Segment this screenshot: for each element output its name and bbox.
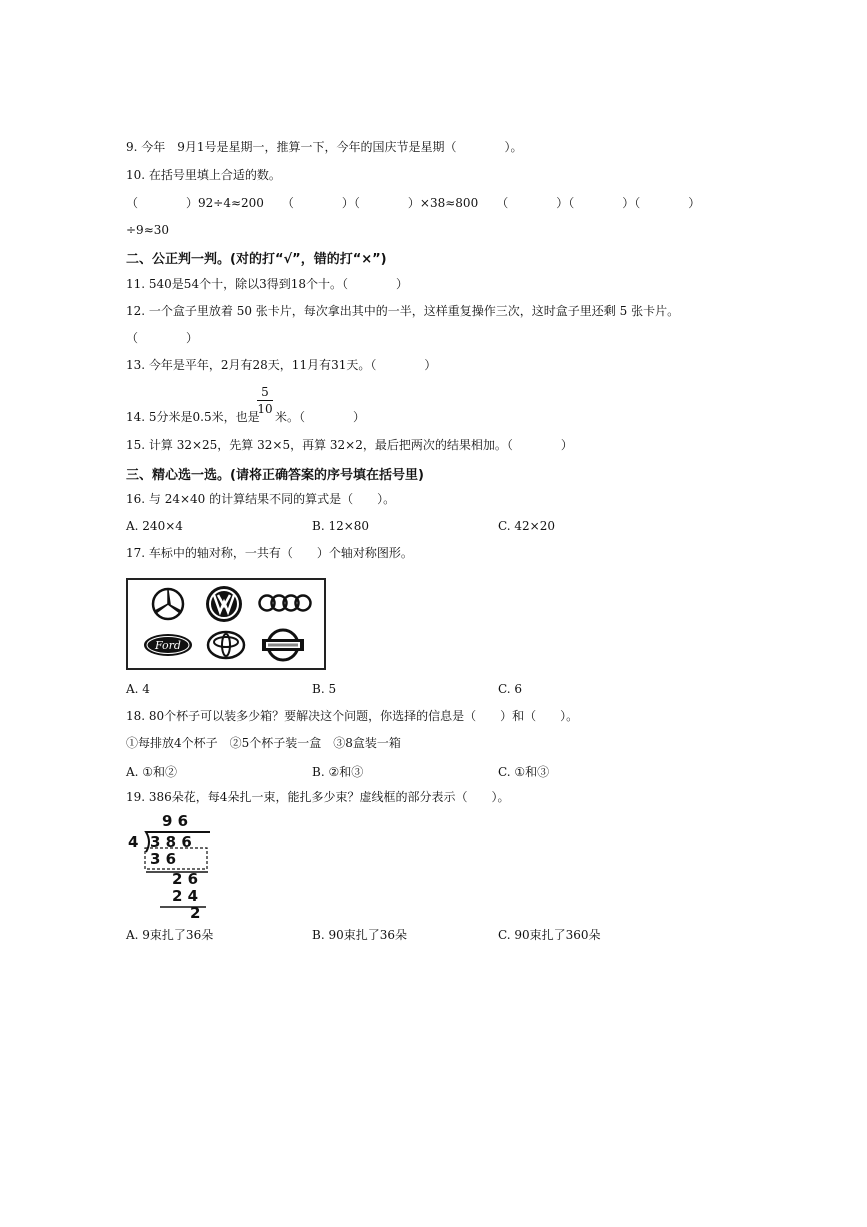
ford-logo-icon <box>142 632 194 658</box>
q18-option-c: C. ①和③ <box>498 765 550 779</box>
question-9: 9. 今年 9月1号是星期一，推算一下，今年的国庆节是星期（ ）。 <box>126 140 523 154</box>
q18-option-a: A. ①和② <box>126 765 178 779</box>
toyota-logo-icon <box>206 630 246 660</box>
question-12-paren: （ ） <box>126 331 199 345</box>
q16-option-c: C. 42×20 <box>498 519 555 533</box>
q16-option-a: A. 240×4 <box>126 519 183 533</box>
question-14-post: 米。（ ） <box>275 410 366 424</box>
question-10-blanks-cont: ÷9≈30 <box>126 223 170 237</box>
audi-logo-icon <box>258 592 312 614</box>
section-3-heading: 三、精心选一选。(请将正确答案的序号填在括号里) <box>126 468 424 483</box>
question-12: 12. 一个盒子里放着 50 张卡片，每次拿出其中的一半，这样重复操作三次，这时盒子里还剩 5 张卡片。 <box>126 304 680 318</box>
question-14-pre: 14. 5分米是0.5米，也是 <box>126 410 260 424</box>
q17-option-b: B. 5 <box>312 682 337 696</box>
section-2-heading: 二、公正判一判。(对的打“√”，错的打“×”) <box>126 252 387 267</box>
q17-option-c: C. 6 <box>498 682 523 696</box>
volkswagen-logo-icon <box>204 584 244 624</box>
division-line-2 <box>160 905 210 909</box>
fraction-5-10 <box>257 385 273 416</box>
long-division-figure <box>126 812 216 920</box>
division-dividend: 3 8 6 <box>150 833 192 851</box>
division-step-2: 2 6 <box>172 870 199 888</box>
car-logos-box <box>126 578 326 670</box>
division-remainder: 2 <box>190 904 201 922</box>
division-quotient: 9 6 <box>162 812 189 830</box>
q19-option-b: B. 90束扎了36朵 <box>312 928 407 942</box>
question-13: 13. 今年是平年，2月有28天，11月有31天。（ ） <box>126 358 437 372</box>
fraction-denominator: 10 <box>257 402 273 416</box>
q18-option-b: B. ②和③ <box>312 765 364 779</box>
q17-option-a: A. 4 <box>126 682 150 696</box>
division-divisor: 4 <box>128 833 139 851</box>
fraction-bar <box>257 400 273 401</box>
nissan-logo-icon <box>260 627 306 663</box>
question-19: 19. 386朵花，每4朵扎一束，能扎多少束？虚线框的部分表示（ ）。 <box>126 790 510 804</box>
division-step-3: 2 4 <box>172 887 199 905</box>
fraction-numerator: 5 <box>261 385 269 399</box>
question-10: 10. 在括号里填上合适的数。 <box>126 168 281 182</box>
question-16: 16. 与 24×40 的计算结果不同的算式是（ ）。 <box>126 492 396 506</box>
question-18: 18. 80个杯子可以装多少箱？要解决这个问题，你选择的信息是（ ）和（ ）。 <box>126 709 579 723</box>
division-step-1: 3 6 <box>150 850 177 868</box>
question-10-blanks: （ ）92÷4≈200 （ ）（ ）×38≈800 （ ）（ ）（ ） <box>126 196 701 210</box>
question-11: 11. 540是54个十，除以3得到18个十。（ ） <box>126 277 408 291</box>
question-18-info: ①每排放4个杯子 ②5个杯子装一盒 ③8盒装一箱 <box>126 736 401 750</box>
q19-option-c: C. 90束扎了360朵 <box>498 928 601 942</box>
q19-option-a: A. 9束扎了36朵 <box>126 928 214 942</box>
q16-option-b: B. 12×80 <box>312 519 370 533</box>
question-15: 15. 计算 32×25，先算 32×5，再算 32×2，最后把两次的结果相加。（ ） <box>126 438 573 452</box>
question-17: 17. 车标中的轴对称，一共有（ ）个轴对称图形。 <box>126 546 413 560</box>
mercedes-logo-icon <box>148 586 188 622</box>
ford-logo-text: Ford <box>155 639 181 652</box>
